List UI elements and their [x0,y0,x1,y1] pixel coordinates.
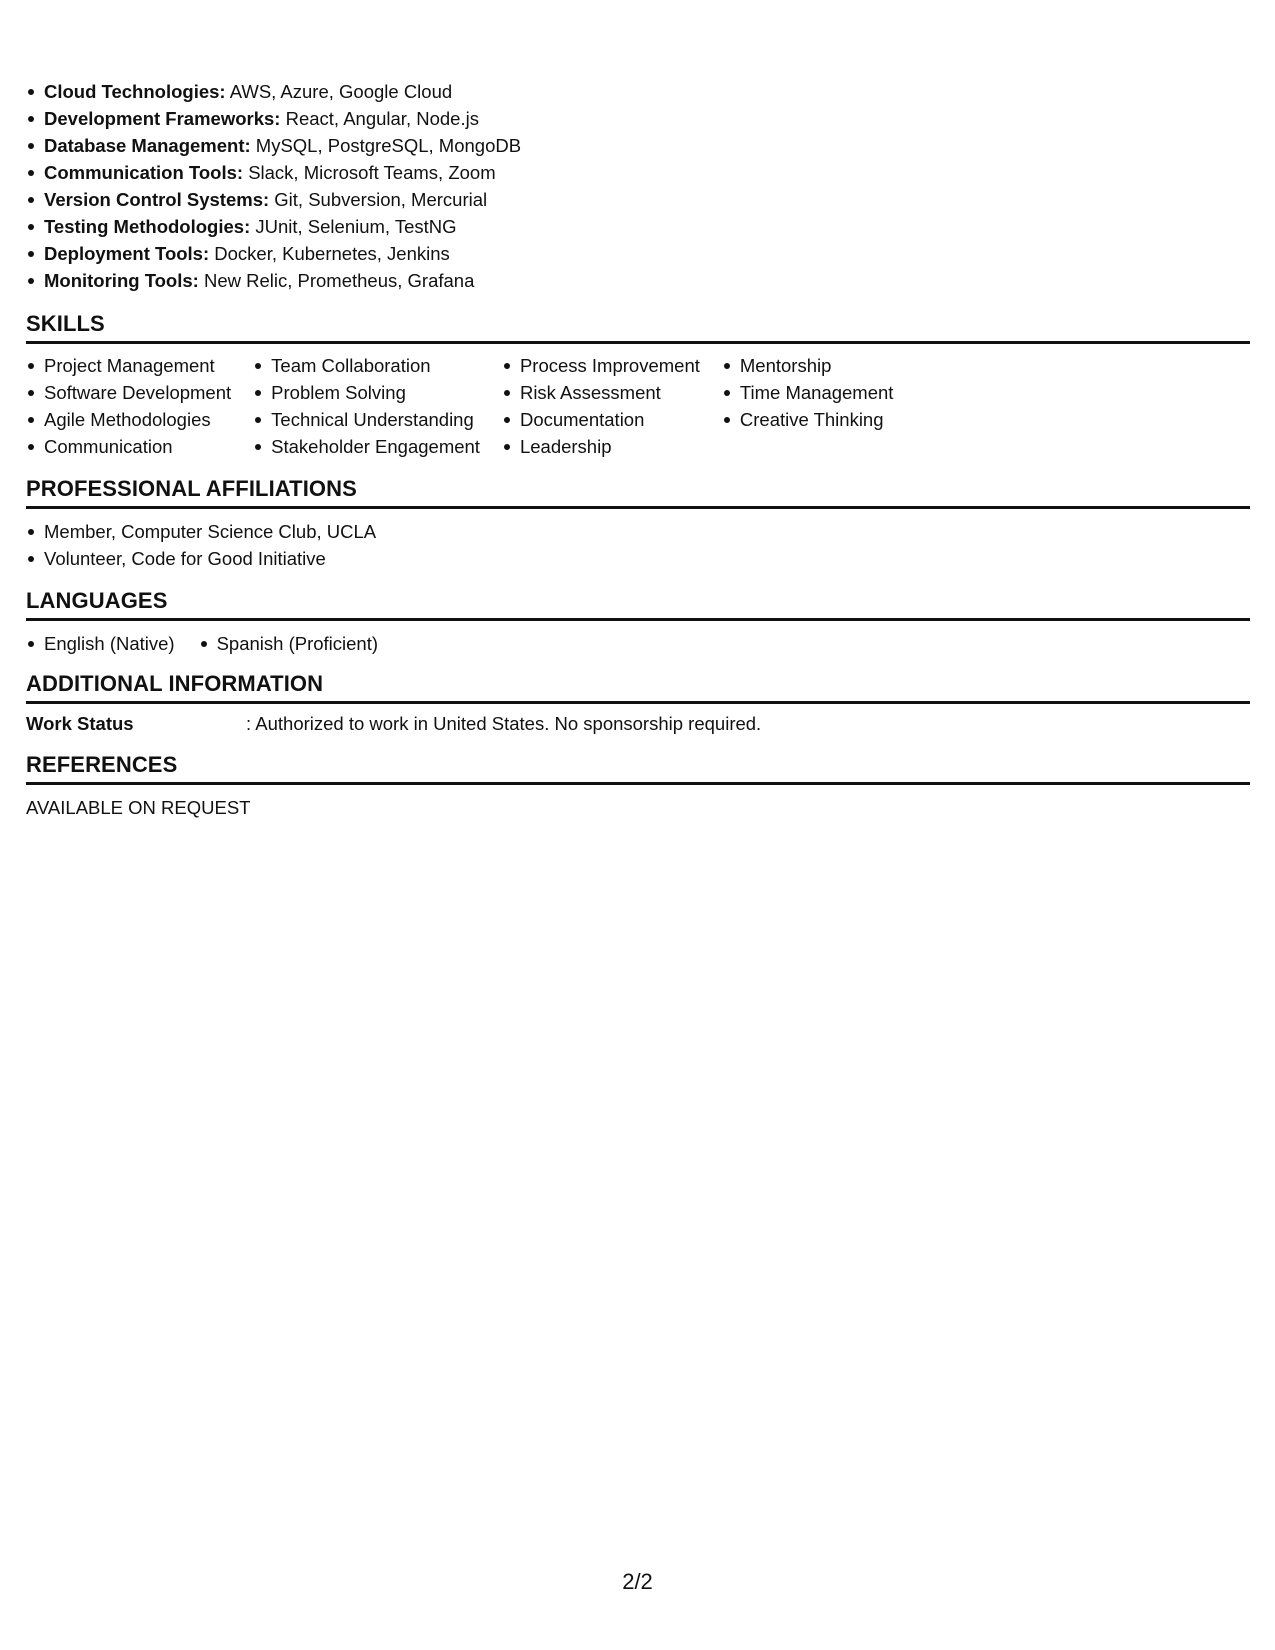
work-status-row [26,710,761,737]
list-item: English (Native) [26,630,175,657]
list-item: Project Management [26,352,231,379]
tech-label: Development Frameworks: [44,108,281,129]
list-item: Communication [26,433,231,460]
list-item: Time Management [722,379,894,406]
list-item [26,267,521,294]
list-item: Process Improvement [502,352,700,379]
list-item: Volunteer, Code for Good Initiative [26,545,376,572]
skills-heading: SKILLS [26,310,1250,344]
tech-label: Cloud Technologies: [44,81,226,102]
skills-columns [26,352,915,460]
list-item [26,213,521,240]
tech-label: Communication Tools: [44,162,244,183]
skills-column-3 [502,352,700,460]
languages-list [26,630,402,657]
list-item: Creative Thinking [722,406,894,433]
affiliations-heading: PROFESSIONAL AFFILIATIONS [26,475,1250,509]
skills-column-2 [253,352,480,460]
tech-value: MySQL, PostgreSQL, MongoDB [255,135,522,156]
list-item: Agile Methodologies [26,406,231,433]
list-item: Documentation [502,406,700,433]
tech-value: Docker, Kubernetes, Jenkins [214,243,450,264]
list-item [26,78,521,105]
affiliations-list [26,518,376,572]
tech-label: Database Management: [44,135,251,156]
list-item: Mentorship [722,352,894,379]
list-item [26,105,521,132]
tech-label: Version Control Systems: [44,189,270,210]
references-text: AVAILABLE ON REQUEST [26,797,251,818]
list-item [26,186,521,213]
list-item [26,132,521,159]
skills-column-4 [722,352,894,460]
work-status-label: Work Status [26,713,134,734]
tech-value: React, Angular, Node.js [285,108,479,129]
technologies-list [26,78,521,294]
tech-value: JUnit, Selenium, TestNG [255,216,457,237]
languages-heading: LANGUAGES [26,587,1250,621]
list-item [26,240,521,267]
list-item [26,159,521,186]
references-heading: REFERENCES [26,751,1250,785]
list-item: Member, Computer Science Club, UCLA [26,518,376,545]
tech-value: Slack, Microsoft Teams, Zoom [248,162,496,183]
list-item: Problem Solving [253,379,480,406]
list-item: Technical Understanding [253,406,480,433]
tech-value: New Relic, Prometheus, Grafana [203,270,475,291]
list-item: Spanish (Proficient) [199,630,378,657]
list-item: Stakeholder Engagement [253,433,480,460]
page-number: 2/2 [622,1569,653,1594]
tech-label: Monitoring Tools: [44,270,199,291]
tech-label: Testing Methodologies: [44,216,251,237]
tech-value: AWS, Azure, Google Cloud [229,81,453,102]
tech-label: Deployment Tools: [44,243,210,264]
work-status-value: : Authorized to work in United States. No sponsorship required. [246,713,762,734]
additional-info-heading: ADDITIONAL INFORMATION [26,670,1250,704]
tech-value: Git, Subversion, Mercurial [274,189,488,210]
skills-column-1 [26,352,231,460]
list-item: Software Development [26,379,231,406]
list-item: Team Collaboration [253,352,480,379]
list-item: Leadership [502,433,700,460]
list-item: Risk Assessment [502,379,700,406]
